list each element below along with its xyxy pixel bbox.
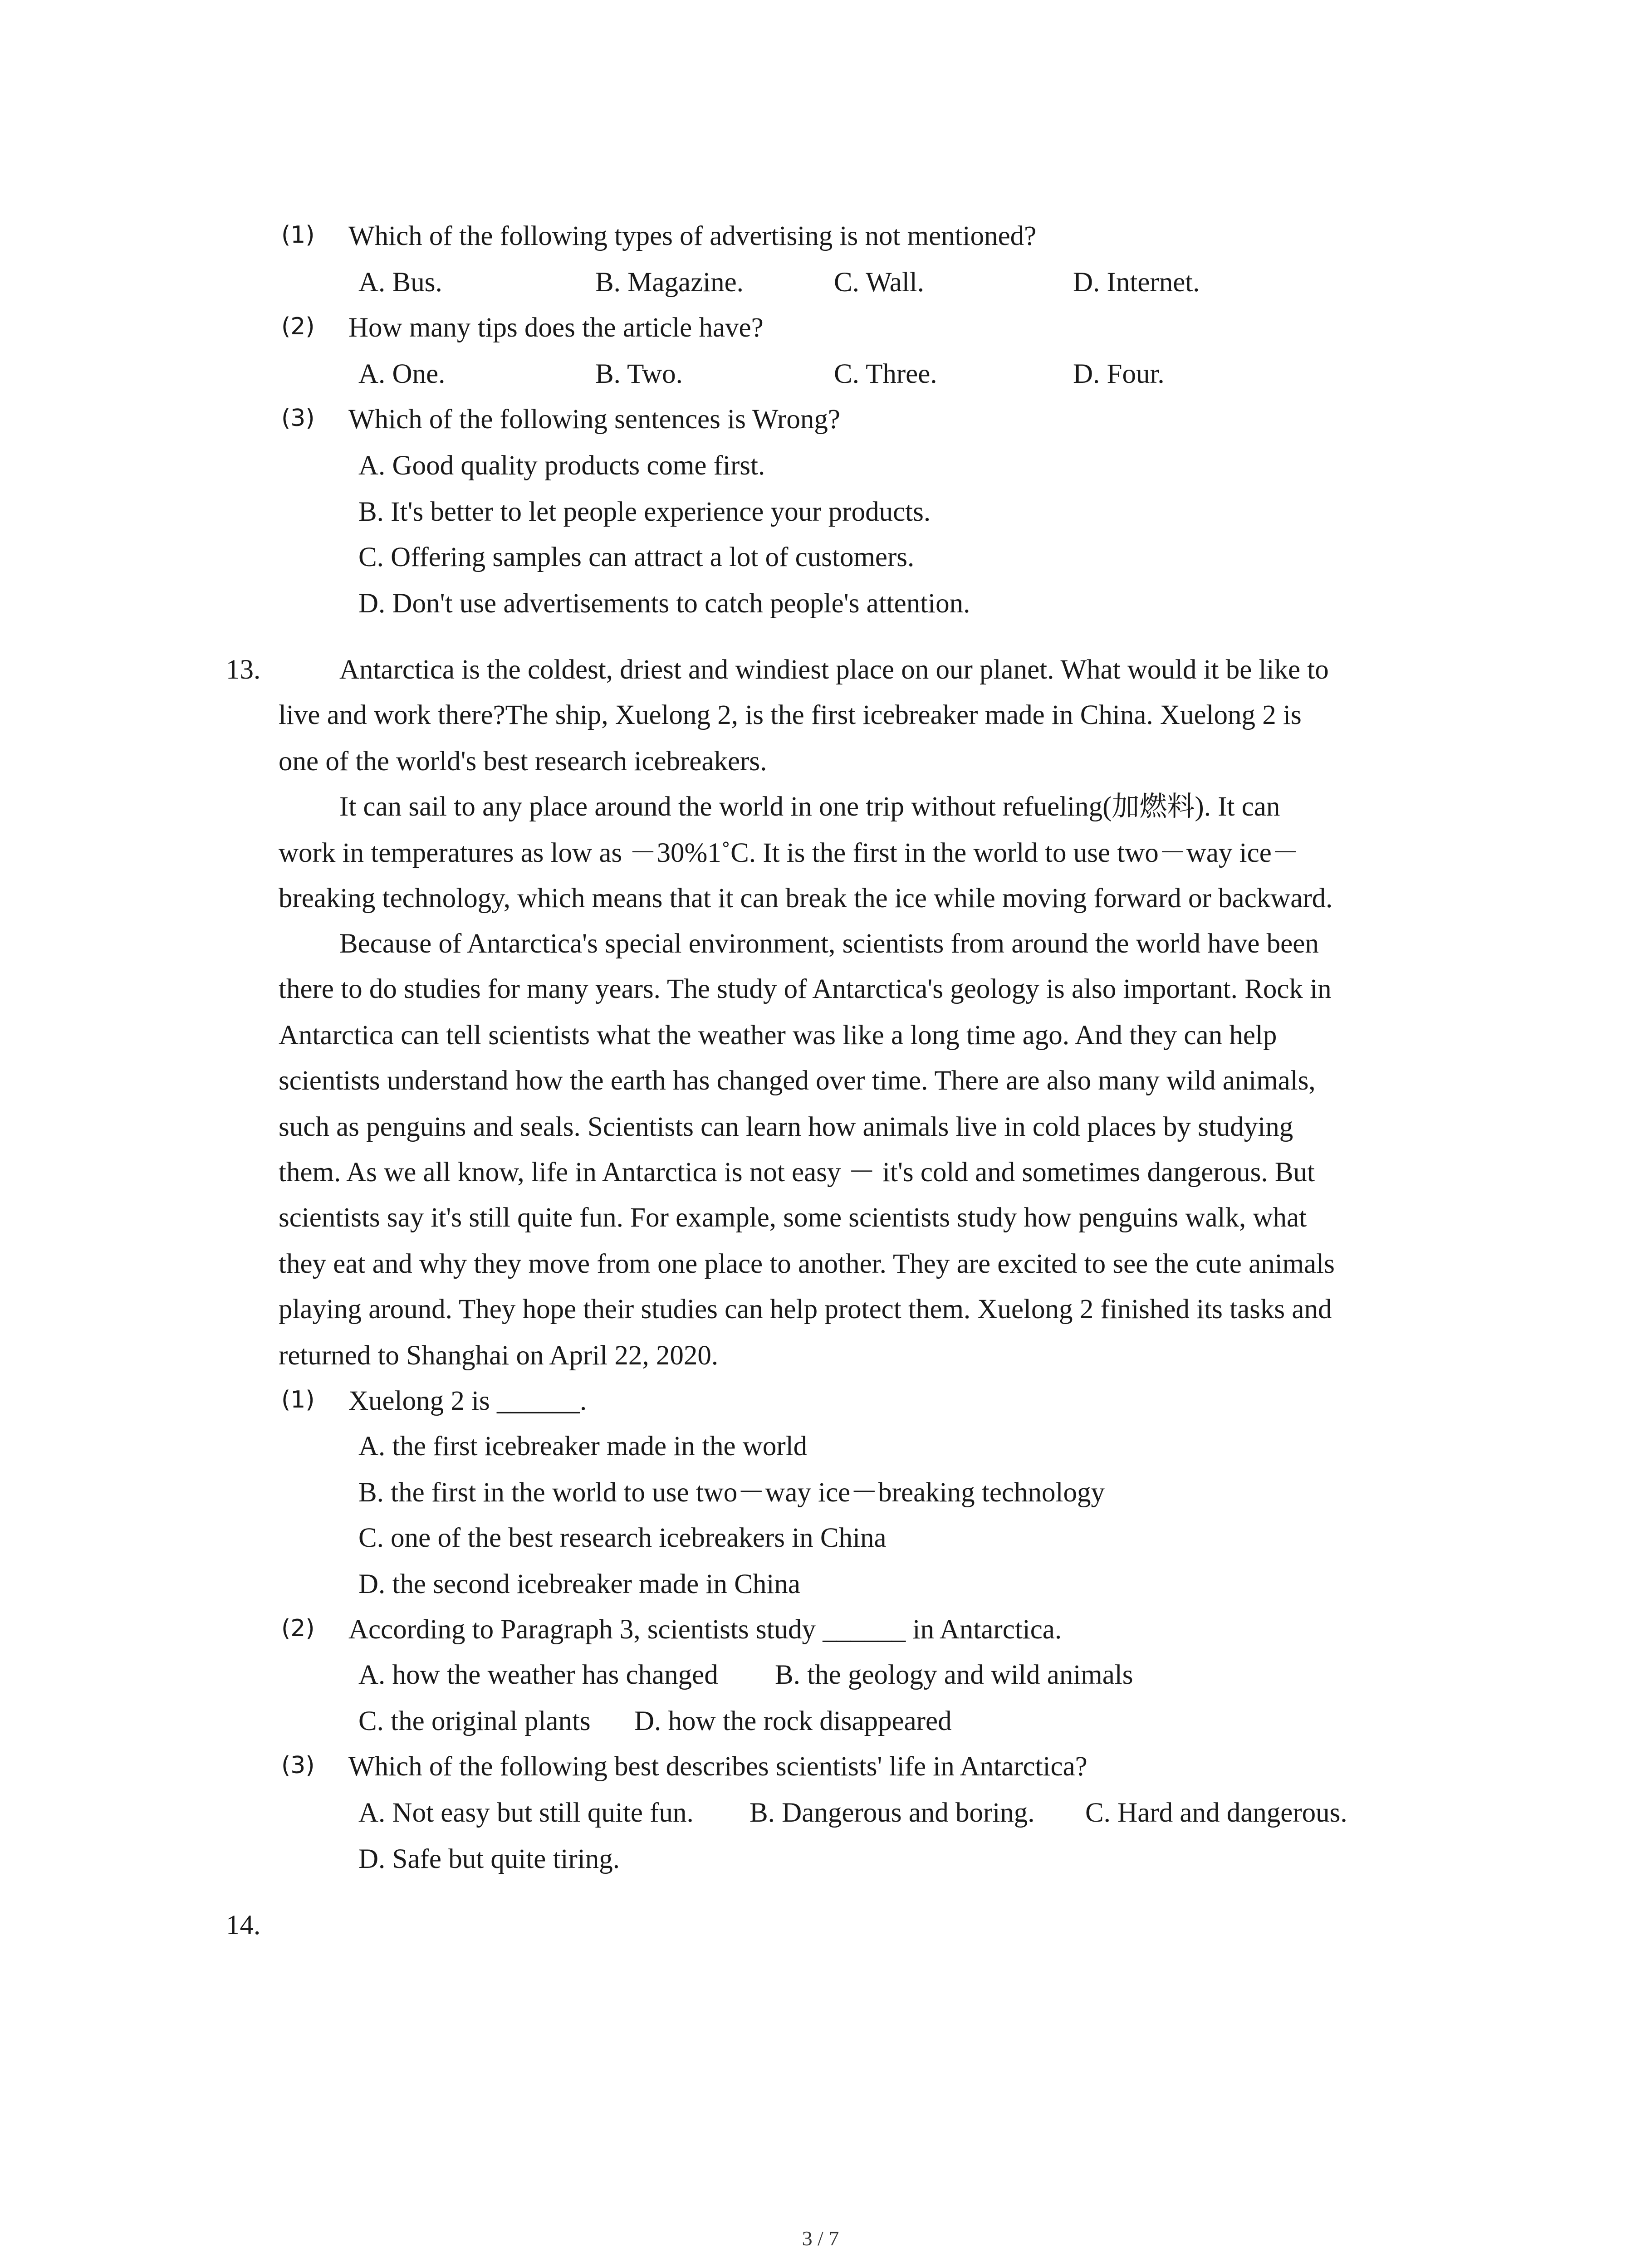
option-c: C. Wall.: [834, 267, 924, 298]
passage-line: there to do studies for many years. The study of Antarctica's geology is also important. Rock in: [279, 974, 1332, 1004]
option-a: A. Bus.: [358, 267, 442, 298]
passage-line: live and work there?The ship, Xuelong 2, is the first icebreaker made in China. Xuelong 2 is: [279, 700, 1302, 730]
option-b: B. It's better to let people experience your products.: [358, 497, 931, 527]
option-a: A. how the weather has changed: [358, 1660, 718, 1690]
passage-line: playing around. They hope their studies can help protect them. Xuelong 2 finished its tasks and: [279, 1294, 1332, 1325]
passage-line: they eat and why they move from one place to another. They are excited to see the cute animals: [279, 1249, 1335, 1279]
option-b: B. the geology and wild animals: [775, 1660, 1133, 1690]
passage-line: Antarctica can tell scientists what the weather was like a long time ago. And they can help: [279, 1020, 1277, 1051]
option-d: D. Internet.: [1073, 267, 1200, 298]
sub-question-stem: According to Paragraph 3, scientists study ______ in Antarctica.: [348, 1614, 1062, 1645]
passage-line: them. As we all know, life in Antarctica is not easy － it's cold and sometimes dangerous. But: [279, 1157, 1315, 1188]
option-d: D. how the rock disappeared: [634, 1706, 952, 1736]
option-b: B. Dangerous and boring.: [749, 1798, 1035, 1828]
option-a: A. the first icebreaker made in the world: [358, 1431, 808, 1461]
sub-question-number: (3): [281, 405, 315, 432]
passage-line: breaking technology, which means that it can break the ice while moving forward or backward.: [279, 883, 1333, 914]
page-number: 3 / 7: [802, 2227, 839, 2250]
passage-line: scientists say it's still quite fun. For example, some scientists study how penguins walk, what: [279, 1202, 1307, 1233]
option-c: C. Offering samples can attract a lot of customers.: [358, 542, 915, 572]
option-a: A. Good quality products come first.: [358, 450, 765, 481]
option-c: C. Hard and dangerous.: [1085, 1798, 1347, 1828]
sub-question-number: (1): [281, 1386, 315, 1413]
option-a: A. One.: [358, 359, 446, 389]
option-d: D. the second icebreaker made in China: [358, 1569, 800, 1599]
option-b: B. Magazine.: [595, 267, 744, 298]
option-c: C. the original plants: [358, 1706, 591, 1736]
passage-line: scientists understand how the earth has changed over time. There are also many wild animals,: [279, 1066, 1316, 1096]
sub-question-number: (1): [281, 221, 315, 249]
sub-question-number: (3): [281, 1752, 315, 1779]
sub-question-stem: Which of the following types of advertising is not mentioned?: [348, 221, 1037, 251]
option-d: D. Safe but quite tiring.: [358, 1844, 620, 1874]
passage-line: work in temperatures as low as －30%1˚C. It is the first in the world to use two－way ice－: [279, 838, 1299, 868]
sub-question-stem: Which of the following best describes scientists' life in Antarctica?: [348, 1751, 1087, 1782]
passage-line: one of the world's best research icebreakers.: [279, 746, 767, 777]
passage-line: such as penguins and seals. Scientists can learn how animals live in cold places by studying: [279, 1112, 1293, 1142]
option-d: D. Don't use advertisements to catch people's attention.: [358, 588, 970, 619]
passage-line: It can sail to any place around the world in one trip without refueling(加燃料). It can: [339, 792, 1280, 822]
sub-question-stem: Which of the following sentences is Wrong?: [348, 404, 840, 435]
passage-line: returned to Shanghai on April 22, 2020.: [279, 1340, 719, 1371]
option-c: C. Three.: [834, 359, 937, 389]
sub-question-stem: Xuelong 2 is ______.: [348, 1386, 587, 1416]
question-number: 14.: [226, 1910, 261, 1941]
option-c: C. one of the best research icebreakers in China: [358, 1523, 887, 1553]
sub-question-number: (2): [281, 313, 315, 340]
option-b: B. the first in the world to use two－way ice－breaking technology: [358, 1477, 1105, 1508]
question-number: 13.: [226, 655, 261, 685]
passage-line: Because of Antarctica's special environment, scientists from around the world have been: [339, 929, 1319, 959]
option-a: A. Not easy but still quite fun.: [358, 1798, 694, 1828]
sub-question-number: (2): [281, 1615, 315, 1642]
passage-line: Antarctica is the coldest, driest and windiest place on our planet. What would it be like to: [339, 655, 1329, 685]
option-b: B. Two.: [595, 359, 683, 389]
option-d: D. Four.: [1073, 359, 1165, 389]
sub-question-stem: How many tips does the article have?: [348, 313, 764, 343]
